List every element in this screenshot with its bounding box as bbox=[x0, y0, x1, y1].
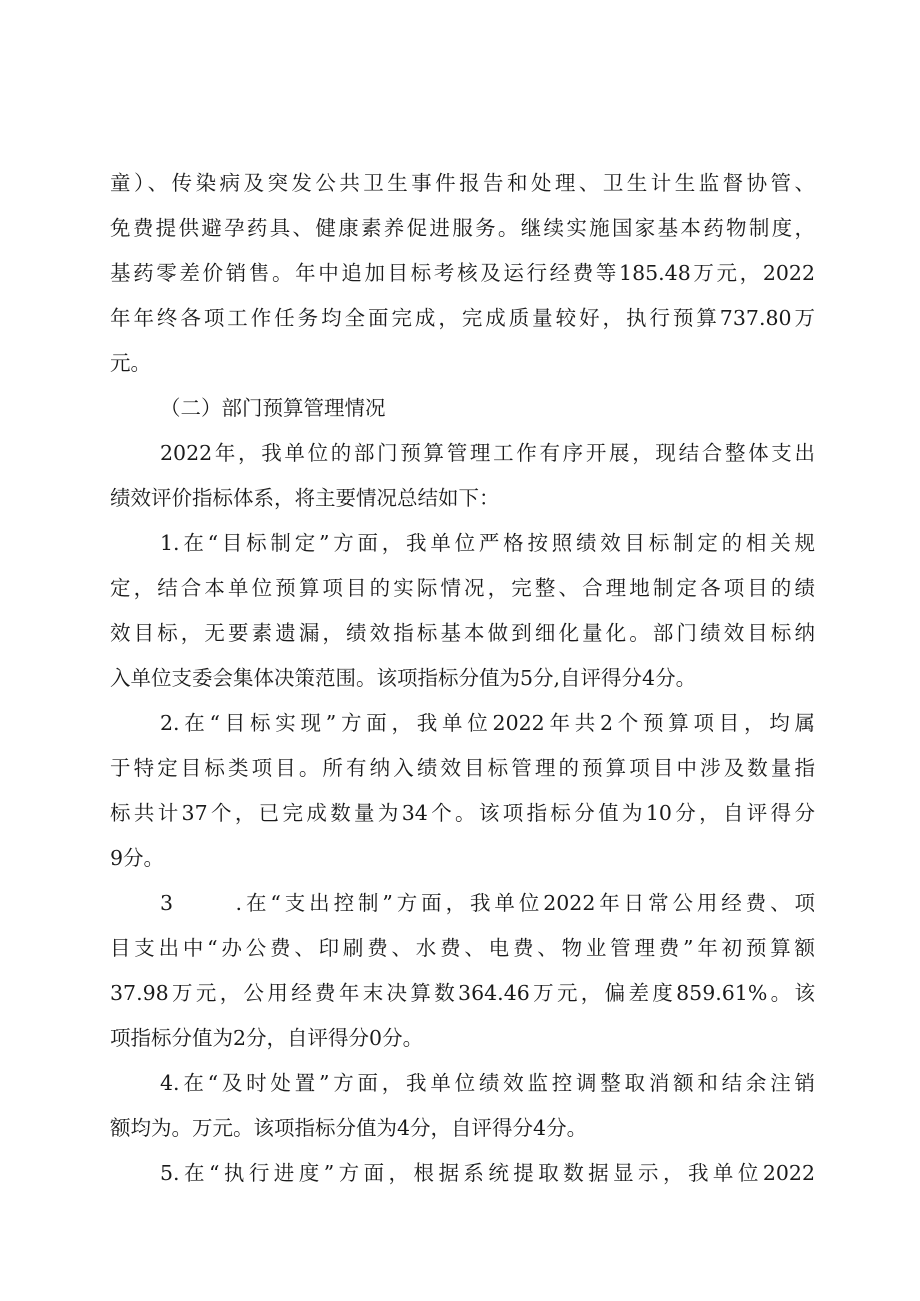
text-line: 年年终各项工作任务均全面完成，完成质量较好，执行预算737.80万 bbox=[110, 306, 815, 330]
paragraph-first-line: 3 .在“支出控制”方面，我单位2022年日常公用经费、项 bbox=[160, 891, 815, 915]
text-line: 基药零差价销售。年中追加目标考核及运行经费等185.48万元，2022 bbox=[110, 261, 815, 285]
text-line: 项指标分值为2分，自评得分0分。 bbox=[110, 1026, 424, 1050]
text-line: 元。 bbox=[110, 351, 151, 375]
text-line: 37.98万元，公用经费年末决算数364.46万元，偏差度859.61%。该 bbox=[110, 981, 815, 1005]
paragraph-first-line: 2.在“目标实现”方面，我单位2022年共2个预算项目，均属 bbox=[160, 711, 815, 735]
text-line: 绩效评价指标体系，将主要情况总结如下： bbox=[110, 486, 500, 510]
text-line: 9分。 bbox=[110, 846, 165, 870]
paragraph-first-line: 1.在“目标制定”方面，我单位严格按照绩效目标制定的相关规 bbox=[160, 531, 815, 555]
paragraph-first-line: 4.在“及时处置”方面，我单位绩效监控调整取消额和结余注销 bbox=[160, 1071, 815, 1095]
text-line: 定，结合本单位预算项目的实际情况，完整、合理地制定各项目的绩 bbox=[110, 576, 815, 600]
paragraph-first-line: 5.在“执行进度”方面，根据系统提取数据显示，我单位2022 bbox=[160, 1161, 815, 1185]
text-line: 入单位支委会集体决策范围。该项指标分值为5分,自评得分4分。 bbox=[110, 666, 697, 690]
text-line: 目支出中“办公费、印刷费、水费、电费、物业管理费”年初预算额 bbox=[110, 936, 815, 960]
text-line: 标共计37个，已完成数量为34个。该项指标分值为10分，自评得分 bbox=[110, 801, 815, 825]
section-heading: （二）部门预算管理情况 bbox=[160, 396, 386, 420]
paragraph-first-line: 2022年，我单位的部门预算管理工作有序开展，现结合整体支出 bbox=[160, 441, 815, 465]
text-line: 童）、传染病及突发公共卫生事件报告和处理、卫生计生监督协管、 bbox=[110, 171, 815, 195]
text-line: 额均为。万元。该项指标分值为4分，自评得分4分。 bbox=[110, 1116, 588, 1140]
text-line: 效目标，无要素遗漏，绩效指标基本做到细化量化。部门绩效目标纳 bbox=[110, 621, 815, 645]
text-line: 于特定目标类项目。所有纳入绩效目标管理的预算项目中涉及数量指 bbox=[110, 756, 815, 780]
text-line: 免费提供避孕药具、健康素养促进服务。继续实施国家基本药物制度， bbox=[110, 216, 815, 240]
